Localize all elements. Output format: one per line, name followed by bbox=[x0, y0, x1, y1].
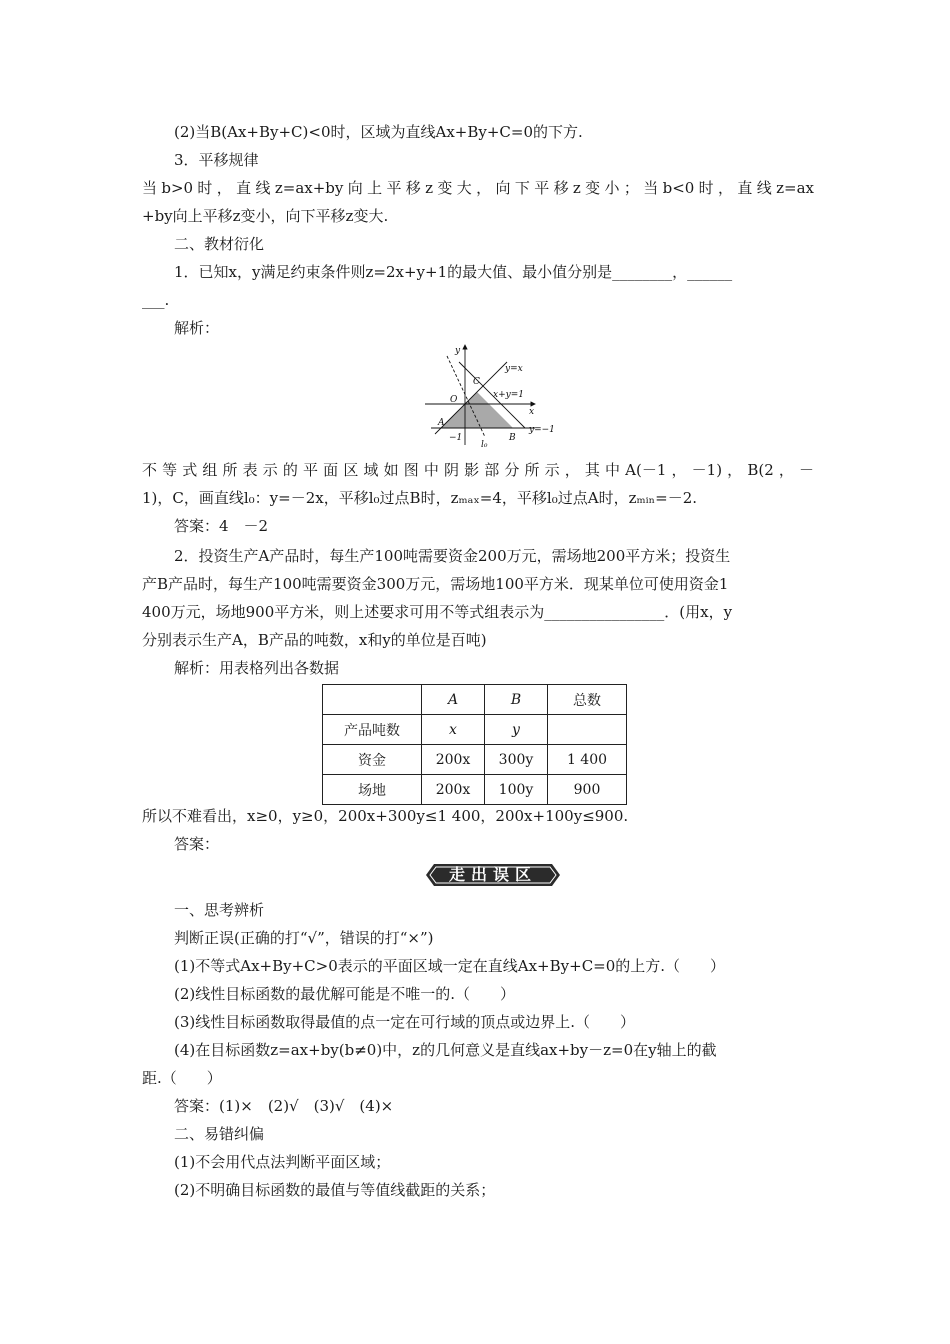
section-heading: 二、教材衍化 bbox=[174, 235, 265, 253]
table-row bbox=[323, 745, 627, 775]
label-neg1: −1 bbox=[449, 433, 463, 443]
table-cell: A bbox=[422, 685, 485, 715]
table-cell: 总数 bbox=[548, 685, 627, 715]
table-cell: 1 400 bbox=[548, 745, 627, 775]
answer-line: 答案：4 －2 bbox=[174, 517, 269, 535]
table-cell: x bbox=[422, 715, 485, 745]
table-cell: 300y bbox=[485, 745, 548, 775]
text-line: 当b>0时，直线z=ax+by向上平移z变大，向下平移z变小；当b<0时，直线z=ax bbox=[142, 179, 814, 197]
label-point-B: B bbox=[509, 433, 516, 443]
table-cell: y bbox=[485, 715, 548, 745]
label-y-equals-x: y=x bbox=[505, 364, 523, 374]
text-line: (3)线性目标函数取得最值的点一定在可行域的顶点或边界上.（ ） bbox=[174, 1013, 636, 1031]
table-row bbox=[323, 775, 627, 805]
table-cell: 资金 bbox=[323, 745, 422, 775]
label-l0: l₀ bbox=[481, 440, 488, 449]
analysis-label: 解析： bbox=[174, 319, 220, 337]
data-table bbox=[322, 684, 627, 805]
text-line: (1)不会用代点法判断平面区域； bbox=[174, 1153, 391, 1171]
table-cell: 100y bbox=[485, 775, 548, 805]
label-y-axis: y bbox=[455, 346, 461, 356]
label-point-C: C bbox=[473, 377, 480, 387]
text-line: 所以不难看出，x≥0，y≥0，200x+300y≤1 400，200x+100y≤900. bbox=[142, 807, 629, 825]
text-line: 1)，C，画直线l₀：y=－2x，平移l₀过点B时，zₘₐₓ=4，平移l₀过点A时，zₘᵢₙ=－2. bbox=[142, 489, 698, 507]
table-cell: 900 bbox=[548, 775, 627, 805]
table-cell: 200x bbox=[422, 775, 485, 805]
text-line: (1)不等式Ax+By+C>0表示的平面区域一定在直线Ax+By+C=0的上方.（ ） bbox=[174, 957, 726, 975]
label-y-equals-neg1: y=−1 bbox=[529, 425, 555, 435]
table-cell bbox=[323, 685, 422, 715]
text-line: (2)当B(Ax+By+C)<0时，区域为直线Ax+By+C=0的下方. bbox=[174, 123, 583, 141]
text-line: 400万元，场地900平方米，则上述要求可用不等式组表示为________________．(用x，y bbox=[142, 603, 733, 621]
table-cell: 产品吨数 bbox=[323, 715, 422, 745]
banner-label: 走出误区 bbox=[448, 865, 537, 884]
section-heading: 3．平移规律 bbox=[174, 151, 259, 169]
table-cell: 200x bbox=[422, 745, 485, 775]
table-row bbox=[323, 715, 627, 745]
table-cell: 场地 bbox=[323, 775, 422, 805]
answer-line: 答案：(1)× (2)√ (3)√ (4)× bbox=[174, 1097, 394, 1115]
text-line: 分别表示生产A，B产品的吨数，x和y的单位是百吨) bbox=[142, 631, 487, 649]
text-line: (2)不明确目标函数的最值与等值线截距的关系； bbox=[174, 1181, 496, 1199]
question-1: 1．已知x，y满足约束条件则z=2x+y+1的最大值、最小值分别是________，______ bbox=[174, 263, 733, 281]
section-heading: 二、易错纠偏 bbox=[174, 1125, 265, 1143]
feasible-region-figure bbox=[423, 341, 573, 449]
text-line: 距.（ ） bbox=[142, 1069, 222, 1087]
text-line: 不等式组所表示的平面区域如图中阴影部分所示，其中A(－1，－1)，B(2，－ bbox=[142, 461, 814, 479]
label-point-A: A bbox=[438, 418, 445, 428]
question-2: 2．投资生产A产品时，每生产100吨需要资金200万元，需场地200平方米；投资生 bbox=[174, 547, 731, 565]
answer-line: 答案： bbox=[174, 835, 220, 853]
label-x-plus-y-equals-1: x+y=1 bbox=[493, 390, 524, 400]
table-cell: B bbox=[485, 685, 548, 715]
table-header-row bbox=[323, 685, 627, 715]
text-line: 判断正误(正确的打“√”，错误的打“×”) bbox=[174, 929, 434, 947]
text-line: (4)在目标函数z=ax+by(b≠0)中，z的几何意义是直线ax+by－z=0在y轴上的截 bbox=[174, 1041, 717, 1059]
label-origin: O bbox=[450, 395, 458, 405]
analysis-line: 解析：用表格列出各数据 bbox=[174, 659, 340, 677]
text-line: (2)线性目标函数的最优解可能是不唯一的.（ ） bbox=[174, 985, 516, 1003]
text-line: ___. bbox=[142, 291, 170, 309]
text-line: 产B产品时，每生产100吨需要资金300万元，需场地100平方米．现某单位可使用资金1 bbox=[142, 575, 729, 593]
label-x-axis: x bbox=[529, 407, 535, 417]
text-line: +by向上平移z变小，向下平移z变大. bbox=[142, 207, 389, 225]
table-cell bbox=[548, 715, 627, 745]
section-heading: 一、思考辨析 bbox=[174, 901, 265, 919]
